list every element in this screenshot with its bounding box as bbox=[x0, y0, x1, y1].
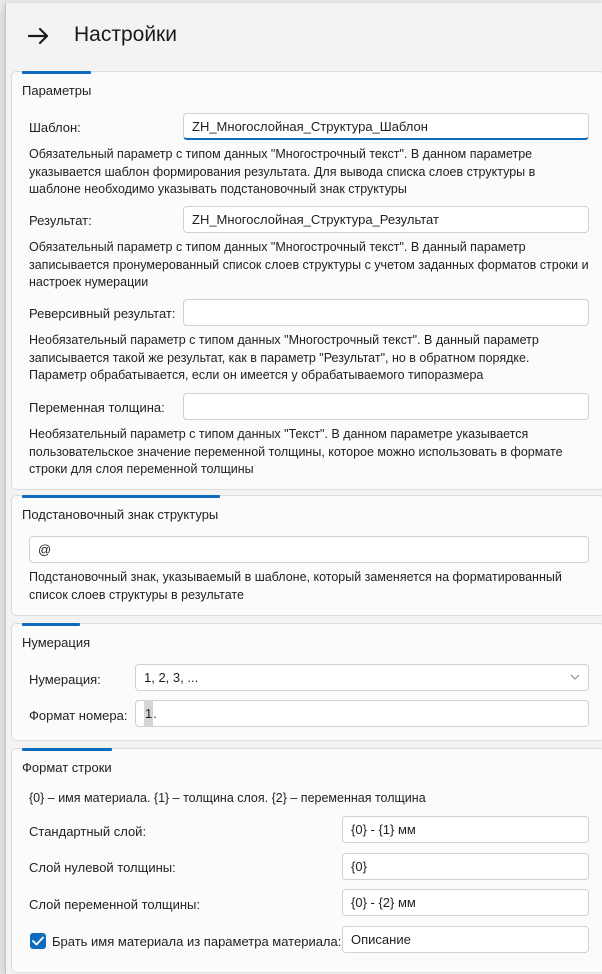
zero-thickness-label: Слой нулевой толщины: bbox=[29, 860, 176, 875]
result-input[interactable]: ZH_Многослойная_Структура_Результат bbox=[183, 206, 589, 233]
material-name-checkbox-label[interactable]: Брать имя материала из параметра материала: bbox=[52, 934, 342, 949]
number-format-label: Формат номера: bbox=[29, 708, 128, 723]
section-title: Нумерация bbox=[22, 635, 91, 650]
standard-layer-input[interactable]: {0} - {1} мм bbox=[342, 816, 589, 843]
checkmark-icon bbox=[32, 936, 44, 946]
section-accent bbox=[22, 623, 80, 626]
variable-layer-input[interactable]: {0} - {2} мм bbox=[342, 889, 589, 916]
section-accent bbox=[22, 495, 220, 498]
standard-layer-label: Стандартный слой: bbox=[29, 824, 147, 839]
reverse-result-description: Необязательный параметр с типом данных "Многострочный текст". В данный параметр записывается такой же результат, как в параметр "Результат", но в обратном порядке. Параметр обрабатывается, если он имеется у обрабатываемого типоразмера bbox=[29, 333, 539, 382]
section-title: Параметры bbox=[22, 83, 92, 98]
number-format-input[interactable] bbox=[135, 700, 589, 727]
variable-thickness-description: Необязательный параметр с типом данных "Текст". В данном параметре указывается пользовательское значение переменной толщины, которое можно использовать в формате строки для слоя переменной толщины bbox=[29, 427, 563, 476]
wildcard-section bbox=[11, 495, 602, 616]
wildcard-input[interactable]: @ bbox=[29, 536, 589, 563]
number-format-rest-text: . bbox=[153, 706, 157, 721]
reverse-result-input[interactable] bbox=[183, 299, 589, 326]
template-description: Обязательный параметр с типом данных "Многострочный текст". В данном параметре указывается шаблон формирования результата. Для вывода списка слоев структуры в шаблоне необходимо указывать подстановочный знак структуры bbox=[29, 147, 536, 196]
wildcard-description: Подстановочный знак, указываемый в шаблоне, который заменяется на форматированный список слоев структуры в результате bbox=[29, 570, 562, 602]
section-title: Формат строки bbox=[22, 760, 112, 775]
section-accent bbox=[22, 748, 112, 751]
row-format-hint: {0} – имя материала. {1} – толщина слоя. {2} – переменная толщина bbox=[29, 791, 426, 805]
panel-header bbox=[6, 3, 602, 65]
chevron-down-icon bbox=[570, 674, 580, 680]
zero-thickness-input[interactable]: {0} bbox=[342, 853, 589, 880]
arrow-right-icon bbox=[28, 27, 50, 45]
page-title: Настройки bbox=[74, 23, 177, 46]
variable-thickness-label: Переменная толщина: bbox=[29, 400, 165, 415]
result-description: Обязательный параметр с типом данных "Многострочный текст". В данный параметр записывается пронумерованный список слоев структуры с учетом заданных форматов строки и настроек нумерации bbox=[29, 240, 589, 289]
numbering-select[interactable] bbox=[135, 664, 589, 691]
result-label: Результат: bbox=[29, 213, 92, 228]
template-label: Шаблон: bbox=[29, 120, 81, 135]
section-accent bbox=[22, 71, 91, 74]
number-format-selected-text: 1 bbox=[144, 701, 153, 726]
row-format-section bbox=[11, 748, 602, 973]
section-title: Подстановочный знак структуры bbox=[22, 507, 219, 522]
material-parameter-input[interactable]: Описание bbox=[342, 926, 589, 953]
settings-panel bbox=[5, 3, 602, 974]
numbering-label: Нумерация: bbox=[29, 672, 101, 687]
reverse-result-label: Реверсивный результат: bbox=[29, 306, 176, 321]
variable-thickness-input[interactable] bbox=[183, 393, 589, 420]
material-name-checkbox[interactable] bbox=[30, 933, 46, 949]
numbering-section bbox=[11, 623, 602, 741]
variable-layer-label: Слой переменной толщины: bbox=[29, 897, 201, 912]
back-button[interactable] bbox=[24, 21, 54, 51]
parameters-section bbox=[11, 71, 602, 490]
template-input[interactable]: ZH_Многослойная_Структура_Шаблон bbox=[183, 113, 589, 140]
numbering-select-value: 1, 2, 3, ... bbox=[144, 670, 199, 685]
